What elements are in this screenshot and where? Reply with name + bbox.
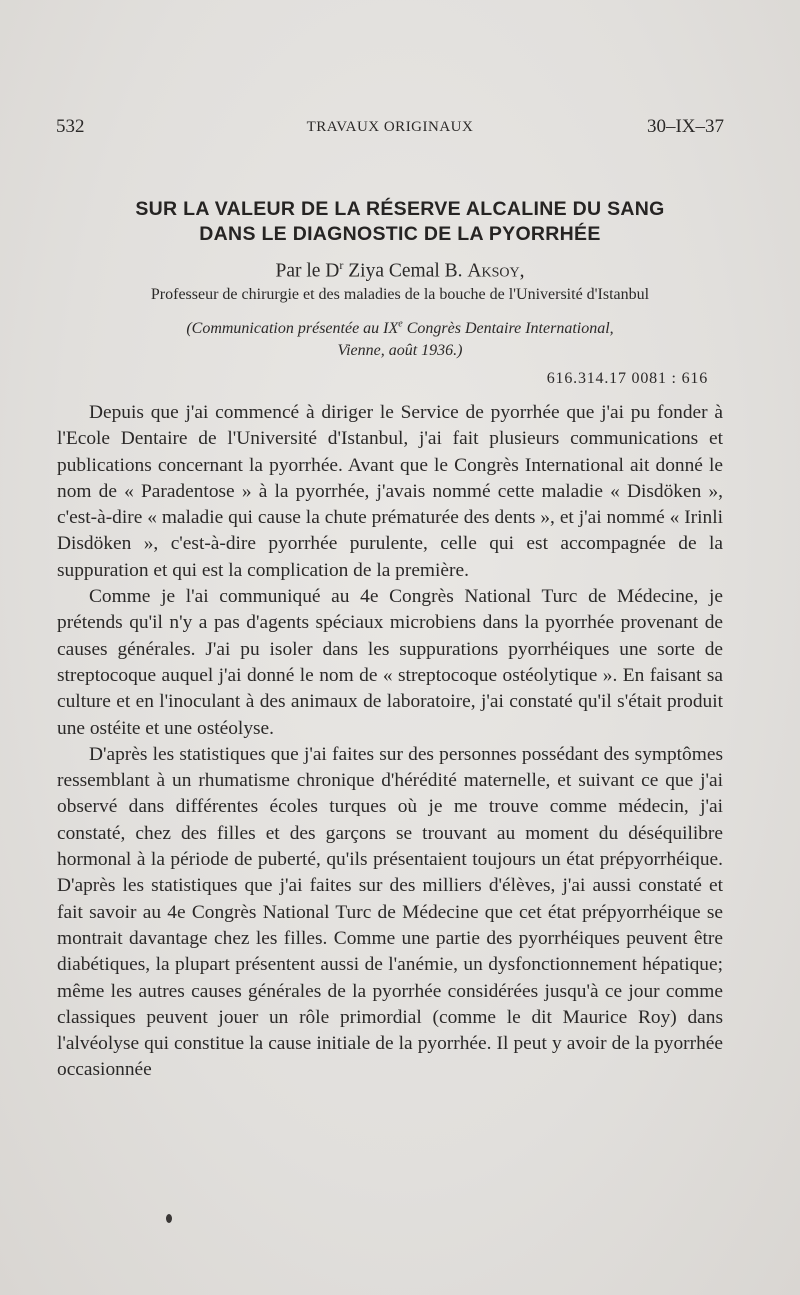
page-number: 532 — [56, 116, 85, 137]
running-header — [56, 116, 724, 140]
author-prefix: Par le D — [275, 260, 340, 282]
communication-note — [40, 318, 760, 362]
article-body — [57, 400, 723, 1084]
author-prefix-sup: r — [339, 258, 344, 272]
communication-line-1 — [40, 318, 760, 340]
paragraph-2: Comme je l'ai communiqué au 4e Congrès National Turc de Médecine, je prétends qu'il n'y a pas d'agents spéciaux microbiens dans la pyorrhée provenant de causes générales. J'ai pu isoler dans les suppurations pyorrhéiques une sorte de streptocoque auquel j'ai donné le nom de « streptocoque ostéolytique ». En faisant sa culture et en l'inoculant à des animaux de laboratoire, j'ai constaté qu'il s'était produit une ostéite et une ostéolyse. — [57, 586, 723, 739]
author-surname: Aksoy, — [467, 260, 525, 282]
communication-text-b: Congrès Dentaire International, — [402, 320, 614, 337]
paragraph-3: D'après les statistiques que j'ai faites sur des personnes possédant des symptômes ressemblant à un rhumatisme chronique d'hérédité maternelle, et suivant ce que j'ai observé dans différentes écoles turques où je me trouve comme médecin, j'ai constaté, chez des filles et des garçons se trouvant au moment du déséquilibre hormonal à la période de puberté, qu'ils présentaient toujours un état prépyorrhéique. D'après les statistiques que j'ai faites sur des milliers d'élèves, j'ai aussi constaté et fait savoir au 4e Congrès National Turc de Médecine que cet état prépyorrhéique se montrait davantage chez les filles. Comme une partie des pyorrhéiques peuvent être diabétiques, la plupart présentent aussi de l'anémie, un dysfonctionnement hépatique; même les autres causes générales de la pyorrhée considérées jusqu'à ce jour comme classiques peuvent jouer un rôle primordial (comme le dit Maurice Roy) dans l'alvéolyse qui constitue la cause initiale de la pyorrhée. Il peut y avoir de la pyorrhée occasionnée — [57, 743, 723, 1081]
communication-sup: e — [398, 318, 403, 330]
communication-text-a: (Communication présentée au IX — [186, 320, 399, 337]
communication-line-2: Vienne, août 1936.) — [337, 342, 463, 359]
title-line-2: DANS LE DIAGNOSTIC DE LA PYORRHÉE — [199, 223, 601, 245]
author-name: Ziya Cemal B. — [343, 260, 468, 282]
author-affiliation: Professeur de chirurgie et des maladies de la bouche de l'Université d'Istanbul — [150, 286, 650, 303]
header-date: 30–IX–37 — [646, 116, 724, 137]
paragraph-1: Depuis que j'ai commencé à diriger le Service de pyorrhée que j'ai pu fonder à l'Ecole Dentaire de l'Université d'Istanbul, j'ai fait plusieurs communications et publications concernant la pyorrhée. Avant que le Congrès International ait donné le nom de « Paradentose » à la pyorrhée, j'avais nommé cette maladie « Disdöken », c'est-à-dire « maladie qui cause la chute prématurée des dents », et j'ai nommé « Irinli Disdöken », c'est-à-dire pyorrhée purulente, celle qui est accompagnée de la suppuration et qui est la complication de la première. — [57, 402, 723, 581]
title-line-1: SUR LA VALEUR DE LA RÉSERVE ALCALINE DU SANG — [135, 198, 665, 220]
classification-code: 616.314.17 0081 : 616 — [546, 370, 708, 387]
author-line — [40, 258, 760, 283]
article-title — [40, 197, 760, 247]
section-title: TRAVAUX ORIGINAUX — [306, 119, 474, 135]
ink-dot — [166, 1214, 172, 1223]
